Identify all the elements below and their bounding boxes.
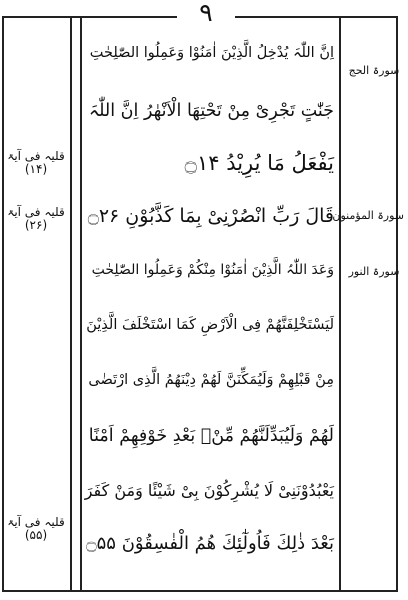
margin-note xyxy=(6,150,66,175)
verse-line: یَعْبُدُوْنَنِیْ لَا یُشْرِكُوْنَ بِیْ شَیْئًا وَمَنْ كَفَرَ xyxy=(84,481,334,500)
verse-line: وَعَدَ اللّٰہُ الَّذِیْنَ اٰمَنُوْا مِنْكُمْ وَعَمِلُوا الصّٰلِحٰتِ xyxy=(91,262,334,278)
verse-line: لَهُمْ وَلَیُبَدِّلَنَّهُمْ مِّنْۢ بَعْدِ خَوْفِهِمْ اَمْنًا xyxy=(88,426,334,446)
margin-note xyxy=(6,516,66,541)
margin-note-number: (۵۵) xyxy=(24,527,48,542)
surah-label-hajj: سورۃ الحج xyxy=(348,64,400,77)
verse-line: جَنّٰتٍ تَجْرِیْ مِنْ تَحْتِهَا الْاَنْهٰرُ اِنَّ اللّٰہَ xyxy=(88,101,334,121)
surah-column-divider xyxy=(339,16,341,592)
margin-note-label: قلیہ فی آیۃ xyxy=(7,515,65,529)
frame-right-rule xyxy=(396,16,398,592)
frame-top-right-rule xyxy=(235,16,398,18)
page-number: ۹ xyxy=(199,0,213,27)
surah-label-muminun: سورۃ المؤمنون xyxy=(332,209,404,222)
verse-line: یَفْعَلُ مَا یُرِیْدُ ۝۱۴ xyxy=(184,151,334,175)
frame-top-left-rule xyxy=(2,16,177,18)
margin-divider-outer xyxy=(70,16,72,592)
margin-note xyxy=(6,206,66,231)
verse-line: مِنْ قَبْلِهِمْ وَلَیُمَكِّنَنَّ لَهُمْ دِیْنَهُمُ الَّذِی ارْتَضٰی xyxy=(88,372,334,388)
verse-line: قَالَ رَبِّ انْصُرْنِیْ بِمَا كَذَّبُوْنِ ۝۲۶ xyxy=(87,205,334,227)
verse-line: لَیَسْتَخْلِفَنَّهُمْ فِی الْاَرْضِ كَمَا اسْتَخْلَفَ الَّذِیْنَ xyxy=(86,317,334,333)
margin-note-label: قلیہ فی آیۃ xyxy=(7,149,65,163)
frame-left-rule xyxy=(2,16,4,592)
margin-note-number: (۱۴) xyxy=(24,161,48,176)
margin-note-label: قلیہ فی آیۃ xyxy=(7,205,65,219)
verse-line: اِنَّ اللّٰہَ یُدْخِلُ الَّذِیْنَ اٰمَنُوْا وَعَمِلُوا الصّٰلِحٰتِ xyxy=(89,45,334,61)
margin-note-number: (۲۶) xyxy=(24,217,48,232)
margin-divider-inner xyxy=(80,16,82,592)
surah-label-nur: سورۃ النور xyxy=(348,265,400,278)
verse-line: بَعْدَ ذٰلِكَ فَاُولٰٓئِكَ هُمُ الْفٰسِقُوْنَ ۝۵۵ xyxy=(86,533,334,554)
